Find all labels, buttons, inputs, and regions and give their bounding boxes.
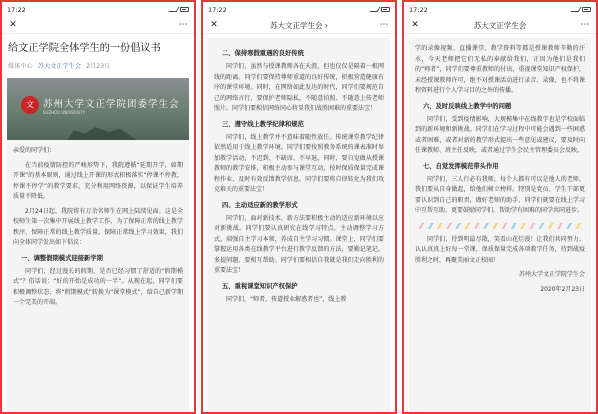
paragraph: 学的录像视频、直播课堂、教学资料等都是授课教师辛勤的汗水，今天老师把它们无私的奉献给我们，正因为他们是我们的“师者”，同学们要尊重教师的付出，重视课堂知识产权保护，未经授课教师许可，绝不对授课活动进行录音、录像，也不将课程资料进行个人学习目的之外的传播。 [415,45,585,94]
signature-date: 2020年2月23日 [540,285,585,293]
logo-seal: 文 [21,96,39,114]
section-heading: 一、调整假期模式迎接新学期 [21,254,103,262]
battery-icon [381,7,390,12]
status-icons [572,7,591,12]
status-icons [371,7,390,12]
status-bar [404,2,596,17]
section-heading: 二、保持寒假重遇的良好传统 [222,50,304,57]
signal-icon [169,7,180,12]
section-heading: 六、及时反映线上教学中的问题 [423,102,512,110]
hero-logo-text: 苏州大学文正学院团委学生会 [43,99,180,110]
phone-screen-1 [0,0,196,414]
status-time: 17:22 [409,5,428,14]
more-icon[interactable]: ⋯ [379,20,389,30]
article-category: 媒体中心 [8,63,33,70]
greeting: 亲爱的同学们： [13,147,56,154]
close-icon[interactable]: ✕ [9,20,17,30]
paragraph: 同学们，经过漫长的假期，是否已经习惯了舒适的“假期模式”？俗话说：“好的开始是成功的一半”。从现在起，同学们要积极调整状态，将“假期模式”转换为“课堂模式”，给自己新学期一个完美的开端。 [13,267,183,306]
signal-icon [370,7,381,12]
section-heading: 四、主动适应新的教学形式 [222,201,298,209]
paragraph: 同学们，线上教学并不意味着随性放任。传统课堂教学纪律依然适用于线上教学环境。同学们要按照教务系统的课表准时参加教学活动，不迟到、不缺席、不早退。同时，要自觉做从授课教师的教学安排，积极主动参与课堂互动，按时保质保量完成课程作业，及时有效反馈教学信息。同学们要将自律转化为我们攻克难关的重要法宝！ [214,133,384,193]
decorative-divider [415,223,585,229]
status-time: 17:22 [7,5,26,14]
nav-bar [404,17,596,34]
nav-bar [203,17,395,34]
paragraph: 同学们，虽然与授课教师各在天涯，但也仅仅是隔着一根网线的距离。同学们要保持尊师重道的良好传统，积极营造健康有序的课堂环境。同时，在网络如此发达的时代，同学们要规范自己的网络言行，要保护老师隐私，不随意拍照、不随意上传老师照片。同学们要相信网络同心将显我们战胜困难的重要法宝！ [214,63,384,112]
hero-subtitle: SUZHOU UNIVERSITY [43,110,86,115]
building-silhouette [67,124,137,140]
paragraph: 同学们，“师者，传道授业解惑者也”，线上教 [226,295,347,303]
account-link[interactable]: 苏大文正学生会 [37,63,82,70]
battery-icon [180,7,189,12]
close-icon[interactable]: ✕ [411,20,419,30]
closing-paragraph: 同学们，待到明最尽散，笑看山花烂漫！让我们共同努力，认认真真上好每一堂课，保质保量完成各项教学任务，待到战疫胜利之时，再聚美丽文正校园！ [415,235,585,264]
article-body [409,38,591,414]
paragraph: 在当前疫情防控的严峻形势下，我院遵循“延期开学，如期开课”的基本原则，通过线上开课的形式积极落实“停课不停教，停课不停学”的教学要求，充分利用网络资源，以保证学生培养质量不降低。 [13,161,183,200]
nav-account-title[interactable]: 苏大文正学生会 › [270,20,328,30]
paragraph: 同学们，面对新技术、新方法要积极主动的适应新环境以应对新挑战。同学们要认真研究在线学习特点，主动调整学习方式，端强自主学习本领，养成自主学习习惯。课堂上，同学们要掌握运用各类在线教学平台进行教学反馈的方法，要勤记笔记，多提问题、要相互帮助、同学们要相信自我就是我们走向胜利的重要法宝！ [214,214,384,274]
section-heading: 五、重视课堂知识产权保护 [222,282,298,290]
article-body [7,140,189,414]
paragraph: 同学们，三人行必有我师，每个人都有可以是他人的老师。我们要从自身做起，给他们树立榜样。特别是党员、学生干部更要认识到自己的职责，做好老师的助手，同学们就要在线上学习中互帮互助、更要鼓励同学们，帮助学有困难的同学共同进步。 [415,175,585,214]
phone-screen-3 [402,0,598,414]
nav-account-title[interactable]: 苏大文正学生会 [473,20,527,30]
article-body [208,38,390,414]
more-icon[interactable]: ⋯ [178,20,188,30]
paragraph: 同学们，受到疫情影响，大规模集中在线教学也是学校面临到的新环境和新挑战。同学们在学习过程中可能会遇到一些困惑或者困难，或者对新的教学形式提出一些意见或建议，要及时向任课教师、班主任反映，或者通过学生会民主管理委员会反映。 [415,115,585,154]
status-bar [203,2,395,17]
status-bar [2,2,194,17]
signature: 苏州大学文正学院学生会 [518,271,585,278]
article-meta [2,59,194,72]
hero-image [7,78,189,140]
article-date: 2月23日 [86,63,111,70]
section-heading: 七、自觉发挥模范带头作用 [423,162,499,170]
more-icon[interactable]: ⋯ [580,20,590,30]
signal-icon [571,7,582,12]
phone-screen-2 [201,0,397,414]
close-icon[interactable]: ✕ [210,20,218,30]
status-icons [170,7,189,12]
section-heading: 三、遵守线上教学纪律和规范 [222,120,304,128]
battery-icon [582,7,591,12]
paragraph: 2月24日起，我院将有万余名师生在网上陆续见面。这是全校师生第一次集中开展线上教学工作，为了保障正常的线上教学秩序，保障正常的线上教学质量，保障正常线上学习效果，我们向全体同学发出如下倡议： [13,207,183,246]
nav-bar [2,17,194,34]
article-title: 给文正学院全体学生的一份倡议书 [8,43,161,54]
status-time: 17:22 [208,5,227,14]
